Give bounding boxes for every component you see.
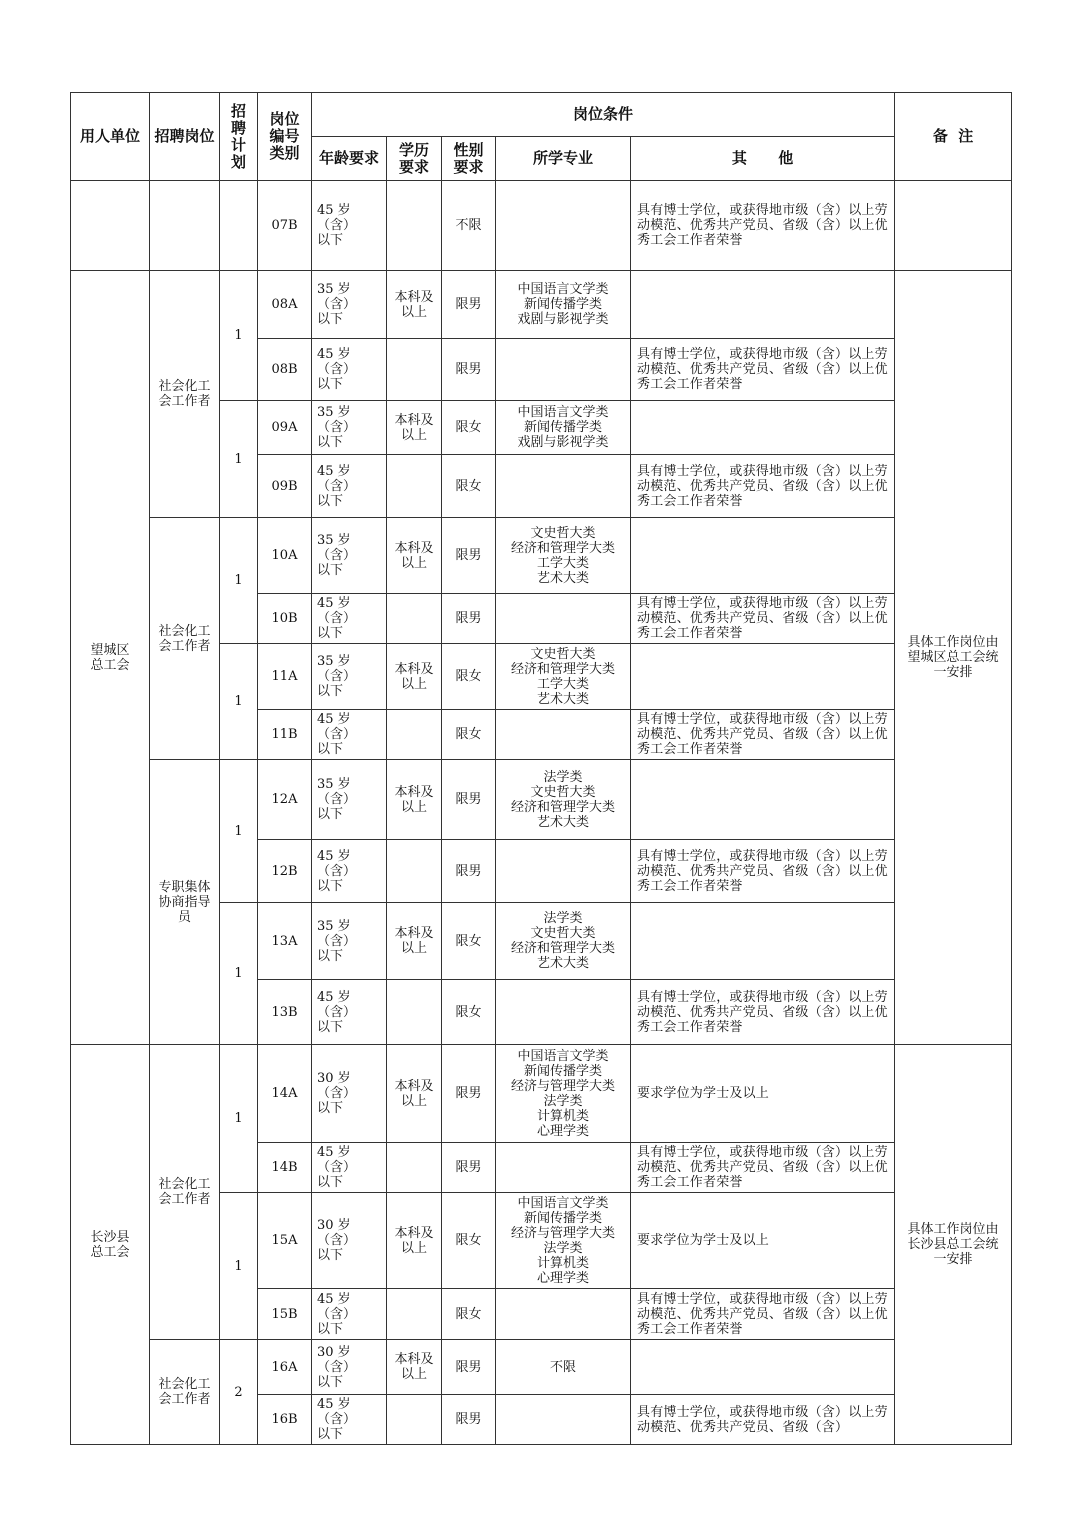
plan-cell — [220, 181, 258, 271]
header-other: 其 他 — [631, 137, 895, 181]
code-cell: 11A — [258, 644, 312, 710]
major-cell — [496, 980, 631, 1045]
education-cell: 本科及 以上 — [387, 401, 442, 455]
other-cell: 要求学位为学士及以上 — [631, 1193, 895, 1289]
major-cell — [496, 594, 631, 644]
position-social-worker: 社会化工 会工作者 — [150, 1340, 220, 1445]
gender-cell: 限男 — [442, 1395, 496, 1445]
other-cell: 具有博士学位，或获得地市级（含）以上劳动模范、优秀共产党员、省级（含）以上优秀工会工作者荣誉 — [631, 980, 895, 1045]
major-cell — [496, 710, 631, 760]
age-cell: 35 岁（含） 以下 — [312, 644, 387, 710]
gender-cell: 限女 — [442, 455, 496, 518]
unit-changsha: 长沙县 总工会 — [71, 1045, 150, 1445]
other-cell: 具有博士学位，或获得地市级（含）以上劳动模范、优秀共产党员、省级（含）以上优秀工会工作者荣誉 — [631, 594, 895, 644]
header-position: 招聘岗位 — [150, 93, 220, 181]
gender-cell: 限女 — [442, 1193, 496, 1289]
major-cell: 中国语言文学类 新闻传播学类 戏剧与影视学类 — [496, 271, 631, 339]
code-cell: 15B — [258, 1289, 312, 1340]
other-cell: 具有博士学位，或获得地市级（含）以上劳动模范、优秀共产党员、省级（含）以上优秀工会工作者荣誉 — [631, 840, 895, 903]
plan-cell: 1 — [220, 1193, 258, 1340]
education-cell: 本科及 以上 — [387, 1193, 442, 1289]
education-cell: 本科及 以上 — [387, 903, 442, 980]
major-cell: 法学类 文史哲大类 经济和管理学大类 艺术大类 — [496, 903, 631, 980]
code-cell: 08A — [258, 271, 312, 339]
major-cell: 不限 — [496, 1340, 631, 1395]
code-cell: 14A — [258, 1045, 312, 1143]
education-cell — [387, 1395, 442, 1445]
gender-cell: 限女 — [442, 980, 496, 1045]
age-cell: 45 岁（含） 以下 — [312, 455, 387, 518]
other-cell — [631, 644, 895, 710]
gender-cell: 限男 — [442, 518, 496, 594]
gender-cell: 限女 — [442, 710, 496, 760]
code-cell: 12A — [258, 760, 312, 840]
education-cell — [387, 840, 442, 903]
other-cell — [631, 903, 895, 980]
other-cell: 具有博士学位，或获得地市级（含）以上劳动模范、优秀共产党员、省级（含） — [631, 1395, 895, 1445]
major-cell — [496, 1143, 631, 1193]
major-cell — [496, 1395, 631, 1445]
plan-cell: 1 — [220, 271, 258, 401]
age-cell: 45 岁（含） 以下 — [312, 339, 387, 401]
table-row — [71, 760, 1012, 840]
age-cell: 35 岁（含） 以下 — [312, 401, 387, 455]
age-cell: 35 岁（含） 以下 — [312, 271, 387, 339]
age-cell: 45 岁（含） 以下 — [312, 181, 387, 271]
major-cell: 中国语言文学类 新闻传播学类 经济与管理学大类 法学类 计算机类 心理学类 — [496, 1193, 631, 1289]
code-cell: 07B — [258, 181, 312, 271]
age-cell: 45 岁（含） 以下 — [312, 1143, 387, 1193]
position-negotiation-guide: 专职集体 协商指导 员 — [150, 760, 220, 1045]
table-row — [71, 1045, 1012, 1143]
other-cell: 要求学位为学士及以上 — [631, 1045, 895, 1143]
other-cell: 具有博士学位，或获得地市级（含）以上劳动模范、优秀共产党员、省级（含）以上优秀工会工作者荣誉 — [631, 455, 895, 518]
age-cell: 45 岁（含） 以下 — [312, 840, 387, 903]
major-cell — [496, 840, 631, 903]
remark-changsha: 具体工作岗位由 长沙县总工会统 一安排 — [895, 1045, 1012, 1445]
gender-cell: 限女 — [442, 903, 496, 980]
plan-cell: 1 — [220, 1045, 258, 1193]
gender-cell: 限男 — [442, 271, 496, 339]
position-social-worker: 社会化工 会工作者 — [150, 1045, 220, 1340]
education-cell — [387, 181, 442, 271]
code-cell: 12B — [258, 840, 312, 903]
age-cell: 45 岁（含） 以下 — [312, 980, 387, 1045]
plan-cell: 2 — [220, 1340, 258, 1445]
unit-cell — [71, 181, 150, 271]
gender-cell: 不限 — [442, 181, 496, 271]
position-social-worker: 社会化工 会工作者 — [150, 518, 220, 760]
education-cell — [387, 594, 442, 644]
code-cell: 08B — [258, 339, 312, 401]
other-cell — [631, 518, 895, 594]
gender-cell: 限女 — [442, 401, 496, 455]
age-cell: 45 岁（含） 以下 — [312, 1395, 387, 1445]
code-cell: 10B — [258, 594, 312, 644]
header-gender: 性别 要求 — [442, 137, 496, 181]
gender-cell: 限男 — [442, 339, 496, 401]
age-cell: 45 岁（含） 以下 — [312, 710, 387, 760]
gender-cell: 限男 — [442, 760, 496, 840]
gender-cell: 限女 — [442, 1289, 496, 1340]
code-cell: 10A — [258, 518, 312, 594]
code-cell: 13B — [258, 980, 312, 1045]
education-cell: 本科及 以上 — [387, 1340, 442, 1395]
major-cell — [496, 1289, 631, 1340]
education-cell — [387, 980, 442, 1045]
age-cell: 45 岁（含） 以下 — [312, 594, 387, 644]
other-cell: 具有博士学位，或获得地市级（含）以上劳动模范、优秀共产党员、省级（含）以上优秀工会工作者荣誉 — [631, 339, 895, 401]
other-cell — [631, 271, 895, 339]
code-cell: 09B — [258, 455, 312, 518]
plan-cell: 1 — [220, 760, 258, 903]
gender-cell: 限男 — [442, 1143, 496, 1193]
plan-cell: 1 — [220, 518, 258, 644]
age-cell: 30 岁（含） 以下 — [312, 1340, 387, 1395]
education-cell — [387, 1289, 442, 1340]
table-row — [71, 1340, 1012, 1395]
age-cell: 30 岁（含） 以下 — [312, 1193, 387, 1289]
other-cell: 具有博士学位，或获得地市级（含）以上劳动模范、优秀共产党员、省级（含）以上优秀工会工作者荣誉 — [631, 181, 895, 271]
other-cell — [631, 760, 895, 840]
header-plan: 招 聘 计 划 — [220, 93, 258, 181]
age-cell: 45 岁（含） 以下 — [312, 1289, 387, 1340]
plan-cell: 1 — [220, 401, 258, 518]
code-cell: 13A — [258, 903, 312, 980]
gender-cell: 限女 — [442, 644, 496, 710]
plan-cell: 1 — [220, 903, 258, 1045]
education-cell — [387, 455, 442, 518]
major-cell: 文史哲大类 经济和管理学大类 工学大类 艺术大类 — [496, 518, 631, 594]
header-major: 所学专业 — [496, 137, 631, 181]
education-cell — [387, 710, 442, 760]
age-cell: 35 岁（含） 以下 — [312, 760, 387, 840]
gender-cell: 限男 — [442, 1045, 496, 1143]
major-cell: 法学类 文史哲大类 经济和管理学大类 艺术大类 — [496, 760, 631, 840]
major-cell: 文史哲大类 经济和管理学大类 工学大类 艺术大类 — [496, 644, 631, 710]
gender-cell: 限男 — [442, 1340, 496, 1395]
remark-wangcheng: 具体工作岗位由 望城区总工会统 一安排 — [895, 271, 1012, 1045]
code-cell: 14B — [258, 1143, 312, 1193]
age-cell: 35 岁（含） 以下 — [312, 903, 387, 980]
education-cell — [387, 339, 442, 401]
major-cell: 中国语言文学类 新闻传播学类 戏剧与影视学类 — [496, 401, 631, 455]
education-cell — [387, 1143, 442, 1193]
other-cell — [631, 401, 895, 455]
header-unit: 用人单位 — [71, 93, 150, 181]
header-age: 年龄要求 — [312, 137, 387, 181]
other-cell: 具有博士学位，或获得地市级（含）以上劳动模范、优秀共产党员、省级（含）以上优秀工会工作者荣誉 — [631, 1143, 895, 1193]
header-remark: 备 注 — [895, 93, 1012, 181]
gender-cell: 限男 — [442, 840, 496, 903]
table-row — [71, 518, 1012, 594]
unit-wangcheng: 望城区 总工会 — [71, 271, 150, 1045]
education-cell: 本科及 以上 — [387, 518, 442, 594]
other-cell — [631, 1340, 895, 1395]
other-cell: 具有博士学位，或获得地市级（含）以上劳动模范、优秀共产党员、省级（含）以上优秀工会工作者荣誉 — [631, 1289, 895, 1340]
code-cell: 15A — [258, 1193, 312, 1289]
major-cell — [496, 455, 631, 518]
header-education: 学历 要求 — [387, 137, 442, 181]
code-cell: 11B — [258, 710, 312, 760]
position-cell — [150, 181, 220, 271]
recruitment-table — [70, 92, 1012, 1445]
other-cell: 具有博士学位，或获得地市级（含）以上劳动模范、优秀共产党员、省级（含）以上优秀工会工作者荣誉 — [631, 710, 895, 760]
plan-cell: 1 — [220, 644, 258, 760]
gender-cell: 限男 — [442, 594, 496, 644]
age-cell: 30 岁（含） 以下 — [312, 1045, 387, 1143]
education-cell: 本科及 以上 — [387, 271, 442, 339]
code-cell: 09A — [258, 401, 312, 455]
table-row — [71, 271, 1012, 339]
education-cell: 本科及 以上 — [387, 760, 442, 840]
position-social-worker: 社会化工 会工作者 — [150, 271, 220, 518]
table-row — [71, 181, 1012, 271]
major-cell — [496, 181, 631, 271]
code-cell: 16B — [258, 1395, 312, 1445]
header-code: 岗位 编号 类别 — [258, 93, 312, 181]
education-cell: 本科及 以上 — [387, 644, 442, 710]
remark-cell — [895, 181, 1012, 271]
major-cell — [496, 339, 631, 401]
code-cell: 16A — [258, 1340, 312, 1395]
education-cell: 本科及 以上 — [387, 1045, 442, 1143]
major-cell: 中国语言文学类 新闻传播学类 经济与管理学大类 法学类 计算机类 心理学类 — [496, 1045, 631, 1143]
header-conditions: 岗位条件 — [312, 93, 895, 137]
age-cell: 35 岁（含） 以下 — [312, 518, 387, 594]
